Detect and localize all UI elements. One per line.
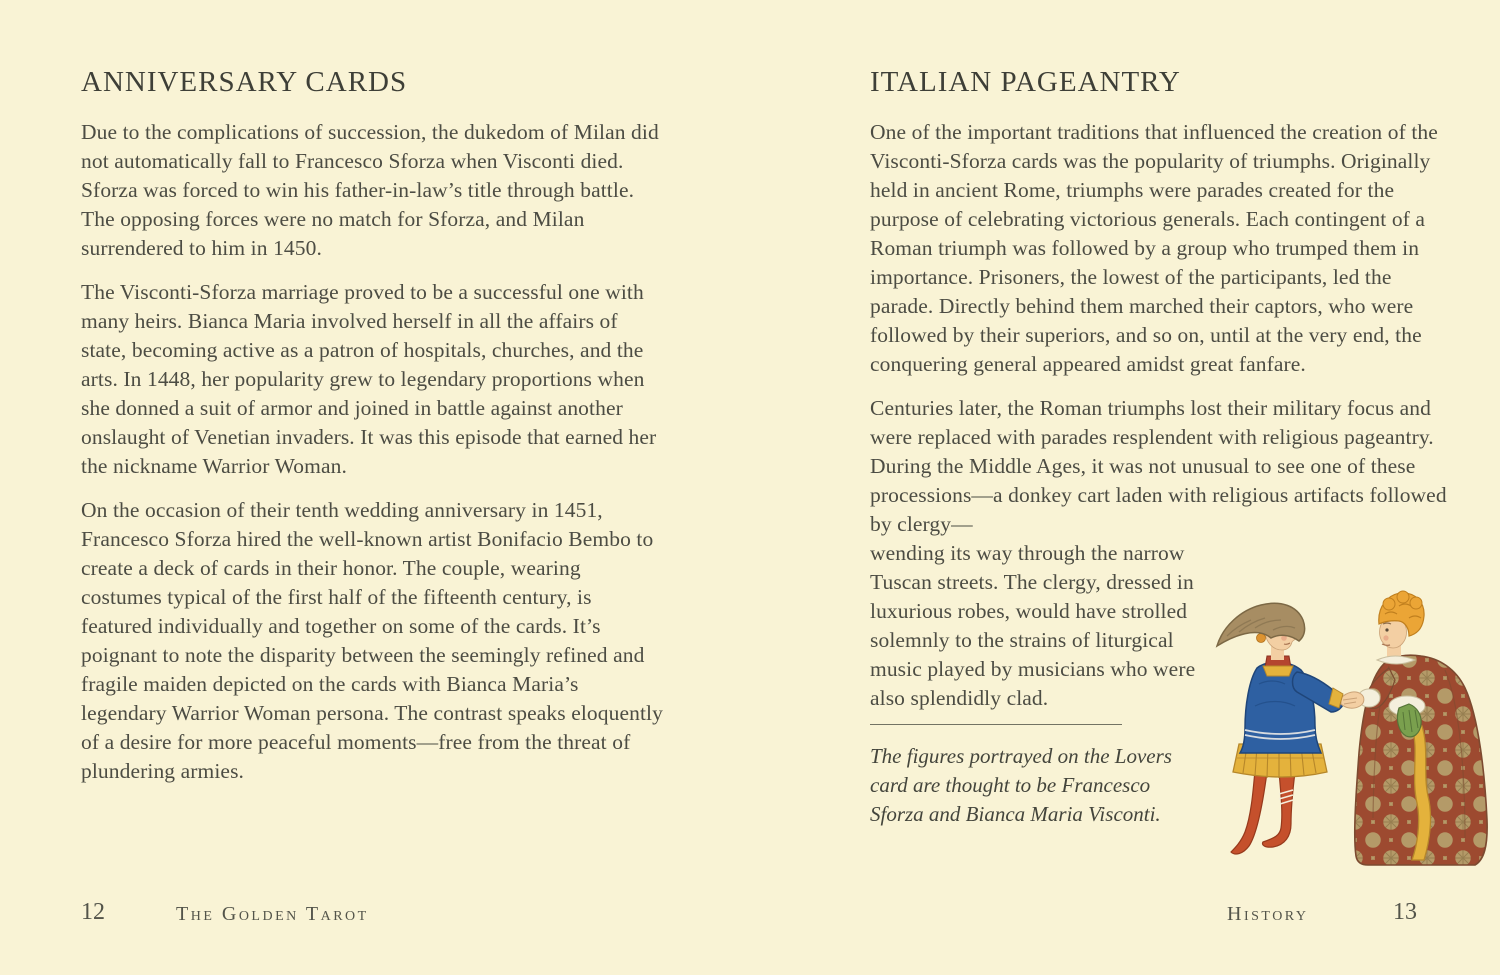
paragraph-narrow-part: wending its way through the narrow Tuscan streets. The clergy, dressed in luxurious robes, would have strolled solemnly to the strains of liturgical music played by musicians who were also splendidly clad.: [870, 541, 1196, 710]
right-page-heading: ITALIAN PAGEANTRY: [870, 66, 1181, 98]
paragraph: The Visconti-Sforza marriage proved to be a successful one with many heirs. Bianca Maria involved herself in all the affairs of state, becoming active as a patron of hospitals, churches, and the arts. In 1448, her popularity grew to legendary proportions when she donned a suit of armor and joined in battle against another onslaught of Venetian invaders. It was this episode that earned her the nickname Warrior Woman.: [81, 280, 657, 478]
lovers-couple-illustration: [1193, 588, 1495, 875]
left-page-heading: ANNIVERSARY CARDS: [81, 66, 408, 98]
right-page-number: 13: [1393, 899, 1417, 925]
left-running-title: The Golden Tarot: [176, 903, 369, 925]
left-page-body: [81, 118, 663, 786]
paragraph: Due to the complications of succession, the dukedom of Milan did not automatically fall to Francesco Sforza when Visconti died. Sforza was forced to win his father-in-law’s title through battle. The opposing forces were no match for Sforza, and Milan surrendered to him in 1450.: [81, 120, 659, 260]
illustration-caption: The figures portrayed on the Lovers card are thought to be Francesco Sforza and Bianca Maria Visconti.: [870, 744, 1172, 826]
paragraph: On the occasion of their tenth wedding anniversary in 1451, Francesco Sforza hired the well-known artist Bonifacio Bembo to create a deck of cards in their honor. The couple, wearing costumes typical of the first half of the fifteenth century, is featured individually and together on some of the cards. It’s poignant to note the disparity between the seemingly refined and fragile maiden depicted on the cards with Bianca Maria’s legendary Warrior Woman persona. The contrast speaks eloquently of a desire for more peaceful moments—free from the threat of plundering armies.: [81, 498, 663, 783]
left-page: [81, 66, 663, 786]
paragraph-wide-part: Centuries later, the Roman triumphs lost their military focus and were replaced with parades resplendent with religious pageantry. During the Middle Ages, it was not unusual to see one of these processions—a donkey cart laden with religious artifacts followed by clergy—: [870, 396, 1447, 536]
caption-divider: [870, 724, 1122, 725]
paragraph: One of the important traditions that influenced the creation of the Visconti-Sforza cards was the popularity of triumphs. Originally held in ancient Rome, triumphs were parades created for the purpose of celebrating victorious generals. Each contingent of a Roman triumph was followed by a group who trumped them in importance. Prisoners, the lowest of the participants, led the parade. Directly behind them marched their captors, who were followed by their superiors, and so on, until at the very end, the conquering general appeared amidst great fanfare.: [870, 120, 1438, 376]
right-running-title: History: [1227, 903, 1309, 925]
left-page-number: 12: [81, 899, 105, 925]
